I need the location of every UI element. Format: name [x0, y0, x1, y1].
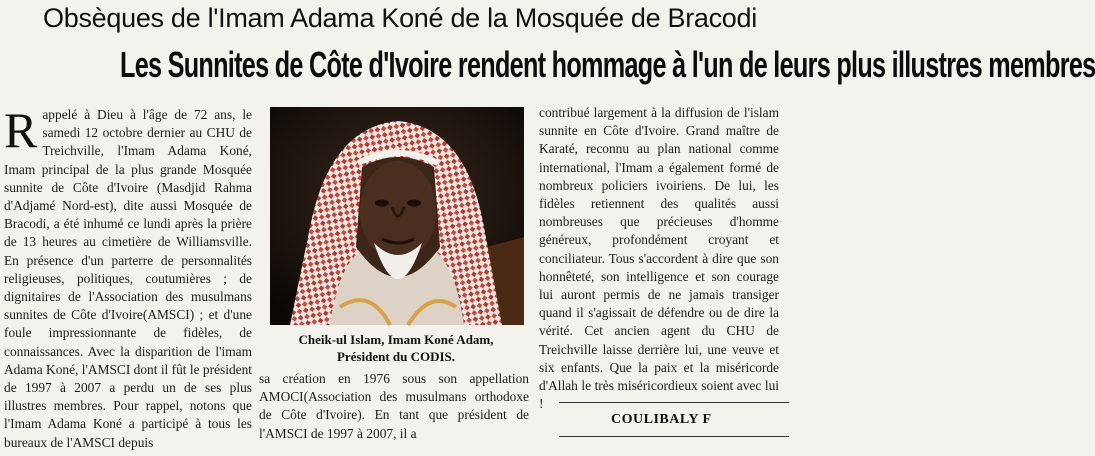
photo-caption [262, 331, 530, 365]
article-column-1 [4, 102, 252, 452]
column-3-text: contribué largement à la diffusion de l'islam sunnite en Côte d'Ivoire. Grand maître de Karaté, reconnu au plan national comme international, l'Imam a également formé de nombreux policiers ivoiriens. De lui, les fidèles retiennent des qualités aussi nombreuses que précieuses d'homme généreux, profondément croyant et conciliateur. Tous s'accordent à dire que son honnêteté, son intelligence et son courage lui auront permis de ne jamais transiger quand il s'agissait de défendre ou de dire la vérité. Cet ancien agent du CHU de Treichville laisse derrière lui, une veuve et six enfants. Que la paix et la miséricorde d'Allah le très miséricordieux soient avec lui ! [539, 105, 779, 412]
article-column-2 [259, 370, 529, 443]
column-1-text: appelé à Dieu à l'âge de 72 ans, le samedi 12 octobre dernier au CHU de Treichville, l'Imam Adama Koné, Imam principal de la plus grande Mosquée sunnite de Côte d'Ivoire (Masdjid Rahma d'Adjamé Nord-est), dite aussi Mosquée de Bracodi, a été inhumé ce lundi après la prière de 13 heures au cimetière de Williamsville. En présence d'un parterre de personnalités religieuses, politiques, coutumières ; de dignitaires de l'Association des musulmans sunnites de Côte d'Ivoire(AMSCI) ; et d'une foule impressionnante de fidèles, de connaissances. Avec la disparition de l'imam Adama Koné, l'AMSCI dont il fût le président de 1997 à 2007 a perdu un de ses plus illustres membres. Pour rappel, notons que l'Imam Adama Koné a participé à tous les bureaux de l'AMSCI depuis [4, 107, 252, 450]
article-kicker: Obsèques de l'Imam Adama Koné de la Mosquée de Bracodi [43, 3, 757, 33]
portrait-illustration [270, 107, 524, 325]
caption-line-2: Président du CODIS. [336, 349, 456, 364]
author-signature: COULIBALY F [611, 412, 712, 427]
article-headline: Les Sunnites de Côte d'Ivoire rendent hommage à l'un de leurs plus illustres membres [120, 44, 1095, 85]
column-2-text: sa création en 1976 sous son appellation AMOCI(Association des musulmans orthodoxe de Côte d'Ivoire). En tant que président de l'AMSCI de 1997 à 2007, il a [259, 371, 529, 441]
article-column-3 [539, 104, 779, 413]
drop-cap: R [4, 102, 38, 158]
bottom-divider [559, 436, 789, 437]
imam-portrait-photo [270, 107, 524, 325]
signature-divider [559, 402, 789, 403]
caption-line-1: Cheik-ul Islam, Imam Koné Adam, [298, 332, 494, 347]
